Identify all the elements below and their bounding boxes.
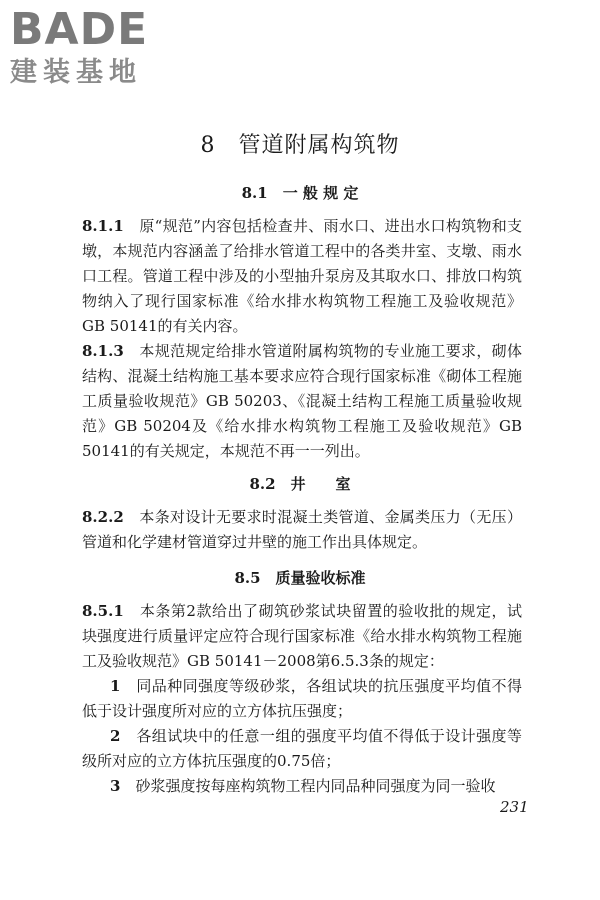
clause-text: 本条第2款给出了砌筑砂浆试块留置的验收批的规定，试块强度进行质量评定应符合现行国家标准《给水排水构筑物工程施工及验收规范》GB 50141－2008第6.5.3条的规定： (82, 602, 522, 670)
clause-text: 原“规范”内容包括检查井、雨水口、进出水口构筑物和支墩，本规范内容涵盖了给排水管道工程中的各类井室、支墩、雨水口工程。管道工程中涉及的小型抽升泵房及其取水口、排放口构筑物纳入了现行国家标准《给水排水构筑物工程施工及验收规范》GB 50141的有关内容。 (82, 217, 522, 335)
clause-number: 8.2.2 (82, 508, 124, 526)
item-number: 2 (110, 727, 121, 745)
clause-paragraph (82, 505, 522, 555)
brand-logo (10, 6, 180, 90)
clause-paragraph (82, 599, 522, 674)
section-heading: 8.1 一 般 规 定 (241, 184, 359, 202)
logo-subtitle: 建装基地 (10, 57, 142, 88)
clause-paragraph (82, 214, 522, 339)
list-item (82, 674, 522, 724)
item-text: 各组试块中的任意一组的强度平均值不得低于设计强度等级所对应的立方体抗压强度的0.75倍； (82, 727, 522, 770)
page-number: 231 (500, 798, 529, 816)
clause-number: 8.1.3 (82, 342, 124, 360)
item-number: 1 (110, 677, 121, 695)
clause-number: 8.1.1 (82, 217, 124, 235)
section-heading: 8.5 质量验收标准 (234, 569, 366, 587)
item-text: 同品种同强度等级砂浆，各组试块的抗压强度平均值不得低于设计强度所对应的立方体抗压强度； (82, 677, 522, 720)
section-heading: 8.2 井 室 (249, 475, 351, 493)
clause-number: 8.5.1 (82, 602, 124, 620)
item-text: 砂浆强度按每座构筑物工程内同品种同强度为同一验收 (135, 777, 496, 795)
clause-text: 本规范规定给排水管道附属构筑物的专业施工要求，砌体结构、混凝土结构施工基本要求应符合现行国家标准《砌体工程施工质量验收规范》GB 50203、《混凝土结构工程施工质量验收规范》GB 50204及《给水排水构筑物工程施工及验收规范》GB 50141的有关规定，本规范不再一一列出。 (82, 342, 522, 460)
item-number: 3 (110, 777, 121, 795)
chapter-title: 8 管道附属构筑物 (200, 133, 400, 158)
clause-paragraph (82, 339, 522, 464)
clause-text: 本条对设计无要求时混凝土类管道、金属类压力（无压）管道和化学建材管道穿过井壁的施工作出具体规定。 (82, 508, 522, 551)
logo-wordmark: BADE (10, 4, 149, 55)
list-item (82, 774, 522, 799)
list-item (82, 724, 522, 774)
